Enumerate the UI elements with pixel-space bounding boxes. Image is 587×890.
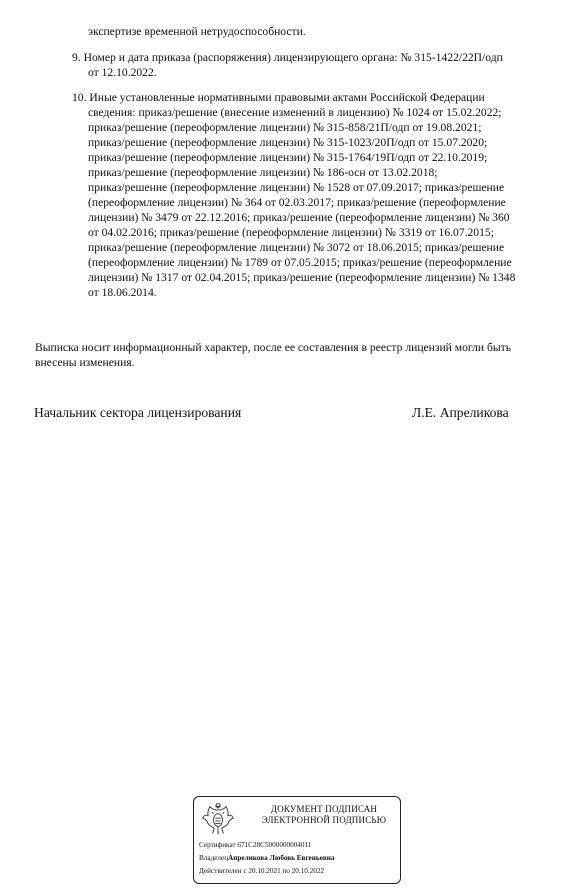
- text-line: от 04.02.2016; приказ/решение (переоформление лицензии) № 3319 от 16.07.2015;: [88, 226, 494, 239]
- text-line: от 12.10.2022.: [88, 66, 157, 79]
- stamp-heading-line2: ЭЛЕКТРОННОЙ ПОДПИСЬЮ: [261, 815, 387, 825]
- text-line: (переоформление лицензии) № 364 от 02.03.2017; приказ/решение (переоформление: [88, 196, 506, 209]
- stamp-owner-name: Апреликова Любовь Евгеньевна: [228, 854, 335, 862]
- item-10-text: 10. Иные установленные нормативными правовыми актами Российской Федерации: [72, 91, 485, 104]
- signer-name: Л.Е. Апреликова: [412, 405, 509, 420]
- stamp-heading-line1: ДОКУМЕНТ ПОДПИСАН: [270, 804, 378, 814]
- text-line: приказ/решение (переоформление лицензии) № 186-осн от 13.02.2018;: [88, 166, 438, 179]
- text-line: приказ/решение (переоформление лицензии) № 315-1764/19П/одп от 22.10.2019;: [88, 151, 488, 164]
- stamp-validity: Действителен с 20.10.2021 по 20.10.2022: [199, 867, 325, 875]
- text-line: (переоформление лицензии) № 1789 от 07.05.2015; приказ/решение (переоформление: [88, 256, 512, 269]
- text-line: лицензии) № 1317 от 02.04.2015; приказ/решение (переоформление лицензии) № 1348: [88, 271, 516, 284]
- text-line: приказ/решение (переоформление лицензии) № 1528 от 07.09.2017; приказ/решение: [88, 181, 505, 194]
- stamp-owner-label: Владелец: [199, 854, 229, 862]
- electronic-signature-stamp: [193, 796, 401, 884]
- stamp-owner: [199, 854, 335, 863]
- item-9-text: 9. Номер и дата приказа (распоряжения) лицензирующего органа: № 315-1422/22П/одп: [72, 51, 503, 64]
- signer-position: Начальник сектора лицензирования: [34, 405, 242, 420]
- text-line: экспертизе временной нетрудоспособности.: [88, 25, 306, 38]
- text-line: приказ/решение (переоформление лицензии) № 315-1023/20П/одп от 15.07.2020;: [88, 136, 488, 149]
- text-line: приказ/решение (переоформление лицензии) № 315-858/21П/одп от 19.08.2021;: [88, 121, 482, 134]
- stamp-certificate: Сертификат 671C28C5000000004011: [199, 841, 312, 849]
- text-line: лицензии) № 3479 от 22.12.2016; приказ/решение (переоформление лицензии) № 360: [88, 211, 510, 224]
- text-line: приказ/решение (переоформление лицензии) № 3072 от 18.06.2015; приказ/решение: [88, 241, 505, 254]
- disclaimer-text: Выписка носит информационный характер, после ее составления в реестр лицензий могли быть: [35, 341, 511, 354]
- text-line: от 18.06.2014.: [88, 286, 157, 299]
- russia-coat-of-arms-icon: [200, 802, 236, 838]
- text-line: сведения: приказ/решение (внесение изменений в лицензию) № 1024 от 15.02.2022;: [88, 106, 502, 119]
- disclaimer-text: внесены изменения.: [35, 356, 135, 369]
